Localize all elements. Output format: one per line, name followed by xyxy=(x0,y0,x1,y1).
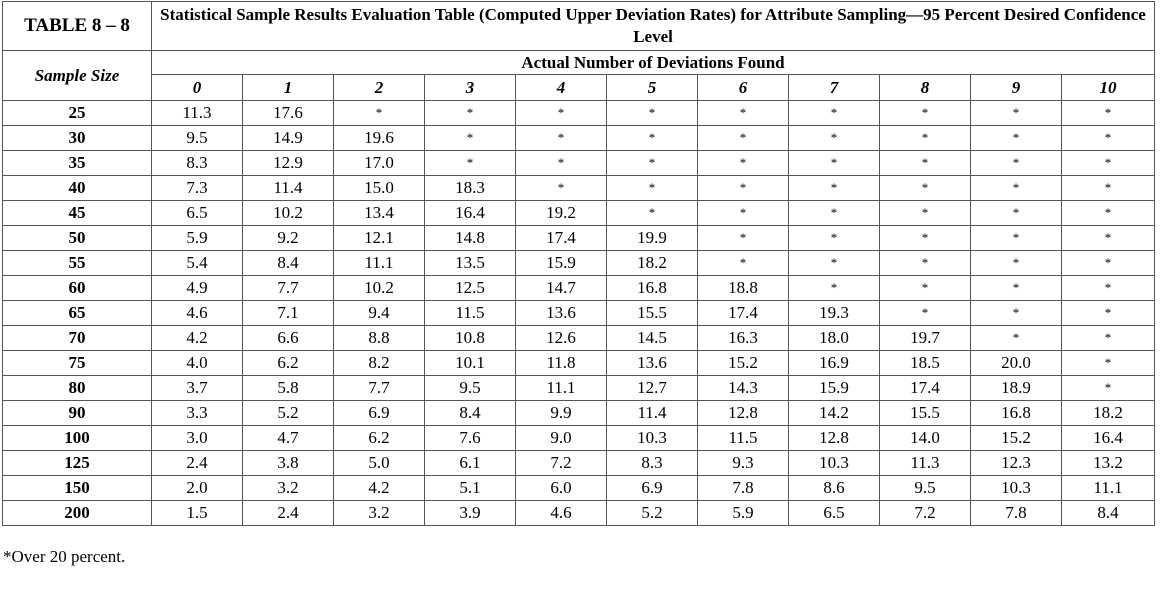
table-row xyxy=(3,176,1155,201)
table-title: Statistical Sample Results Evaluation Table (Computed Upper Deviation Rates) for Attribute Sampling—95 Percent Desired Confidence Level xyxy=(152,2,1155,51)
rate-cell: 16.3 xyxy=(698,326,789,351)
rate-cell: 16.8 xyxy=(607,276,698,301)
rate-cell: 2.4 xyxy=(152,451,243,476)
table-row xyxy=(3,476,1155,501)
rate-cell: 7.8 xyxy=(698,476,789,501)
rate-cell: 9.5 xyxy=(425,376,516,401)
rate-cell: 3.3 xyxy=(152,401,243,426)
sample-size-cell: 80 xyxy=(3,376,152,401)
table-body xyxy=(3,101,1155,526)
rate-cell: * xyxy=(516,126,607,151)
rate-cell: 5.2 xyxy=(607,501,698,526)
table-row xyxy=(3,401,1155,426)
rate-cell: 11.8 xyxy=(516,351,607,376)
rate-cell: 3.7 xyxy=(152,376,243,401)
rate-cell: 4.2 xyxy=(334,476,425,501)
table-row xyxy=(3,301,1155,326)
rate-cell: 7.8 xyxy=(971,501,1062,526)
rate-cell: * xyxy=(789,176,880,201)
sample-size-cell: 35 xyxy=(3,151,152,176)
rate-cell: * xyxy=(789,276,880,301)
rate-cell: * xyxy=(698,126,789,151)
rate-cell: 9.5 xyxy=(880,476,971,501)
rate-cell: 11.1 xyxy=(516,376,607,401)
rate-cell: 8.6 xyxy=(789,476,880,501)
sample-size-header: Sample Size xyxy=(3,51,152,101)
rate-cell: 8.8 xyxy=(334,326,425,351)
rate-cell: * xyxy=(607,101,698,126)
rate-cell: 12.9 xyxy=(243,151,334,176)
sample-size-cell: 75 xyxy=(3,351,152,376)
rate-cell: 9.3 xyxy=(698,451,789,476)
table-row xyxy=(3,126,1155,151)
column-header: 10 xyxy=(1062,75,1155,101)
column-header: 3 xyxy=(425,75,516,101)
rate-cell: 11.5 xyxy=(425,301,516,326)
rate-cell: 2.0 xyxy=(152,476,243,501)
sample-size-cell: 100 xyxy=(3,426,152,451)
rate-cell: * xyxy=(789,201,880,226)
sample-size-cell: 50 xyxy=(3,226,152,251)
rate-cell: * xyxy=(1062,251,1155,276)
sample-size-cell: 45 xyxy=(3,201,152,226)
sample-size-cell: 70 xyxy=(3,326,152,351)
table-row xyxy=(3,326,1155,351)
rate-cell: 5.9 xyxy=(698,501,789,526)
rate-cell: 14.9 xyxy=(243,126,334,151)
rate-cell: 10.3 xyxy=(971,476,1062,501)
rate-cell: 5.2 xyxy=(243,401,334,426)
rate-cell: * xyxy=(971,301,1062,326)
rate-cell: * xyxy=(971,126,1062,151)
rate-cell: 3.9 xyxy=(425,501,516,526)
column-header-row xyxy=(3,75,1155,101)
rate-cell: 7.2 xyxy=(516,451,607,476)
column-header: 4 xyxy=(516,75,607,101)
rate-cell: * xyxy=(880,176,971,201)
rate-cell: 8.4 xyxy=(1062,501,1155,526)
rate-cell: * xyxy=(698,201,789,226)
rate-cell: 3.2 xyxy=(334,501,425,526)
rate-cell: * xyxy=(1062,351,1155,376)
table-row xyxy=(3,501,1155,526)
rate-cell: 6.0 xyxy=(516,476,607,501)
rate-cell: 12.3 xyxy=(971,451,1062,476)
rate-cell: * xyxy=(1062,101,1155,126)
rate-cell: * xyxy=(880,126,971,151)
sample-size-cell: 25 xyxy=(3,101,152,126)
rate-cell: 19.6 xyxy=(334,126,425,151)
rate-cell: * xyxy=(607,201,698,226)
rate-cell: 18.8 xyxy=(698,276,789,301)
rate-cell: 13.5 xyxy=(425,251,516,276)
rate-cell: 8.2 xyxy=(334,351,425,376)
sample-size-cell: 60 xyxy=(3,276,152,301)
rate-cell: 5.1 xyxy=(425,476,516,501)
rate-cell: * xyxy=(607,126,698,151)
sample-size-cell: 125 xyxy=(3,451,152,476)
rate-cell: * xyxy=(698,176,789,201)
rate-cell: * xyxy=(1062,126,1155,151)
rate-cell: * xyxy=(971,176,1062,201)
column-header: 2 xyxy=(334,75,425,101)
table-row xyxy=(3,276,1155,301)
rate-cell: 7.6 xyxy=(425,426,516,451)
rate-cell: * xyxy=(334,101,425,126)
rate-cell: * xyxy=(1062,201,1155,226)
rate-cell: 10.1 xyxy=(425,351,516,376)
rate-cell: * xyxy=(1062,226,1155,251)
rate-cell: 7.1 xyxy=(243,301,334,326)
rate-cell: * xyxy=(1062,376,1155,401)
rate-cell: * xyxy=(698,101,789,126)
table-row xyxy=(3,251,1155,276)
rate-cell: 20.0 xyxy=(971,351,1062,376)
rate-cell: 6.2 xyxy=(243,351,334,376)
sample-size-cell: 40 xyxy=(3,176,152,201)
group-header-row xyxy=(3,51,1155,75)
rate-cell: 11.4 xyxy=(243,176,334,201)
rate-cell: 9.9 xyxy=(516,401,607,426)
rate-cell: 14.3 xyxy=(698,376,789,401)
rate-cell: * xyxy=(1062,326,1155,351)
table-row xyxy=(3,376,1155,401)
rate-cell: 12.1 xyxy=(334,226,425,251)
rate-cell: 14.7 xyxy=(516,276,607,301)
rate-cell: 18.5 xyxy=(880,351,971,376)
rate-cell: 5.4 xyxy=(152,251,243,276)
rate-cell: 6.2 xyxy=(334,426,425,451)
sample-size-cell: 30 xyxy=(3,126,152,151)
rate-cell: 13.6 xyxy=(607,351,698,376)
rate-cell: 12.5 xyxy=(425,276,516,301)
rate-cell: * xyxy=(971,251,1062,276)
rate-cell: 4.7 xyxy=(243,426,334,451)
rate-cell: 3.0 xyxy=(152,426,243,451)
rate-cell: 10.3 xyxy=(607,426,698,451)
rate-cell: * xyxy=(1062,151,1155,176)
sample-size-cell: 55 xyxy=(3,251,152,276)
rate-cell: 4.2 xyxy=(152,326,243,351)
sample-size-cell: 90 xyxy=(3,401,152,426)
rate-cell: 12.6 xyxy=(516,326,607,351)
rate-cell: 11.5 xyxy=(698,426,789,451)
rate-cell: 10.8 xyxy=(425,326,516,351)
sample-size-cell: 65 xyxy=(3,301,152,326)
rate-cell: 7.7 xyxy=(334,376,425,401)
rate-cell: 18.0 xyxy=(789,326,880,351)
rate-cell: 4.6 xyxy=(152,301,243,326)
rate-cell: 6.5 xyxy=(789,501,880,526)
column-header: 7 xyxy=(789,75,880,101)
rate-cell: 8.3 xyxy=(152,151,243,176)
rate-cell: * xyxy=(789,226,880,251)
rate-cell: * xyxy=(971,201,1062,226)
rate-cell: * xyxy=(880,226,971,251)
column-header: 8 xyxy=(880,75,971,101)
table-row xyxy=(3,226,1155,251)
rate-cell: 12.8 xyxy=(789,426,880,451)
rate-cell: 6.1 xyxy=(425,451,516,476)
rate-cell: * xyxy=(789,151,880,176)
rate-cell: 3.2 xyxy=(243,476,334,501)
rate-cell: * xyxy=(971,101,1062,126)
rate-cell: 15.9 xyxy=(789,376,880,401)
rate-cell: 6.9 xyxy=(607,476,698,501)
deviations-header: Actual Number of Deviations Found xyxy=(152,51,1155,75)
rate-cell: 17.0 xyxy=(334,151,425,176)
rate-cell: 18.3 xyxy=(425,176,516,201)
rate-cell: 15.2 xyxy=(698,351,789,376)
rate-cell: 12.8 xyxy=(698,401,789,426)
rate-cell: 19.9 xyxy=(607,226,698,251)
rate-cell: * xyxy=(698,251,789,276)
rate-cell: * xyxy=(880,251,971,276)
rate-cell: 17.4 xyxy=(516,226,607,251)
rate-cell: 9.0 xyxy=(516,426,607,451)
rate-cell: 11.1 xyxy=(1062,476,1155,501)
rate-cell: 8.3 xyxy=(607,451,698,476)
rate-cell: * xyxy=(516,101,607,126)
table-row xyxy=(3,101,1155,126)
rate-cell: 16.8 xyxy=(971,401,1062,426)
rate-cell: * xyxy=(971,151,1062,176)
rate-cell: * xyxy=(880,301,971,326)
rate-cell: 15.9 xyxy=(516,251,607,276)
rate-cell: * xyxy=(789,126,880,151)
column-header: 9 xyxy=(971,75,1062,101)
rate-cell: 10.2 xyxy=(334,276,425,301)
rate-cell: 9.2 xyxy=(243,226,334,251)
rate-cell: 8.4 xyxy=(243,251,334,276)
rate-cell: * xyxy=(880,101,971,126)
rate-cell: 18.2 xyxy=(1062,401,1155,426)
rate-cell: 17.4 xyxy=(880,376,971,401)
rate-cell: 4.6 xyxy=(516,501,607,526)
rate-cell: 9.5 xyxy=(152,126,243,151)
rate-cell: 15.5 xyxy=(607,301,698,326)
column-header: 6 xyxy=(698,75,789,101)
rate-cell: 13.4 xyxy=(334,201,425,226)
rate-cell: 6.9 xyxy=(334,401,425,426)
rate-cell: 17.4 xyxy=(698,301,789,326)
rate-cell: 16.4 xyxy=(425,201,516,226)
rate-cell: * xyxy=(698,151,789,176)
rate-cell: * xyxy=(425,101,516,126)
rate-cell: * xyxy=(971,276,1062,301)
table-label: TABLE 8 – 8 xyxy=(3,2,152,51)
rate-cell: 14.0 xyxy=(880,426,971,451)
rate-cell: 18.2 xyxy=(607,251,698,276)
rate-cell: 11.3 xyxy=(152,101,243,126)
rate-cell: * xyxy=(880,276,971,301)
rate-cell: * xyxy=(880,151,971,176)
rate-cell: 10.2 xyxy=(243,201,334,226)
rate-cell: 7.7 xyxy=(243,276,334,301)
table-row xyxy=(3,451,1155,476)
rate-cell: * xyxy=(789,101,880,126)
sample-size-cell: 200 xyxy=(3,501,152,526)
rate-cell: * xyxy=(1062,176,1155,201)
rate-cell: 3.8 xyxy=(243,451,334,476)
rate-cell: * xyxy=(607,151,698,176)
rate-cell: 1.5 xyxy=(152,501,243,526)
footnote: *Over 20 percent. xyxy=(3,547,126,566)
rate-cell: 6.5 xyxy=(152,201,243,226)
rate-cell: 15.5 xyxy=(880,401,971,426)
rate-cell: * xyxy=(516,176,607,201)
rate-cell: 2.4 xyxy=(243,501,334,526)
rate-cell: 18.9 xyxy=(971,376,1062,401)
rate-cell: 19.7 xyxy=(880,326,971,351)
column-header: 5 xyxy=(607,75,698,101)
table-row xyxy=(3,351,1155,376)
table-row xyxy=(3,426,1155,451)
table-row xyxy=(3,151,1155,176)
rate-cell: 14.2 xyxy=(789,401,880,426)
title-row xyxy=(3,2,1155,51)
rate-cell: * xyxy=(516,151,607,176)
rate-cell: 19.2 xyxy=(516,201,607,226)
rate-cell: 15.0 xyxy=(334,176,425,201)
rate-cell: 5.8 xyxy=(243,376,334,401)
sample-size-cell: 150 xyxy=(3,476,152,501)
evaluation-table xyxy=(2,1,1155,526)
rate-cell: 9.4 xyxy=(334,301,425,326)
rate-cell: 5.9 xyxy=(152,226,243,251)
rate-cell: 14.5 xyxy=(607,326,698,351)
rate-cell: 8.4 xyxy=(425,401,516,426)
rate-cell: * xyxy=(880,201,971,226)
rate-cell: 4.9 xyxy=(152,276,243,301)
rate-cell: * xyxy=(425,151,516,176)
rate-cell: 15.2 xyxy=(971,426,1062,451)
rate-cell: 5.0 xyxy=(334,451,425,476)
rate-cell: 7.2 xyxy=(880,501,971,526)
rate-cell: 6.6 xyxy=(243,326,334,351)
rate-cell: 10.3 xyxy=(789,451,880,476)
table-row xyxy=(3,201,1155,226)
rate-cell: * xyxy=(971,226,1062,251)
rate-cell: * xyxy=(698,226,789,251)
rate-cell: * xyxy=(1062,276,1155,301)
rate-cell: * xyxy=(425,126,516,151)
rate-cell: 7.3 xyxy=(152,176,243,201)
rate-cell: * xyxy=(971,326,1062,351)
column-header: 1 xyxy=(243,75,334,101)
rate-cell: 13.6 xyxy=(516,301,607,326)
rate-cell: 13.2 xyxy=(1062,451,1155,476)
rate-cell: * xyxy=(607,176,698,201)
rate-cell: 4.0 xyxy=(152,351,243,376)
rate-cell: 11.1 xyxy=(334,251,425,276)
rate-cell: 11.3 xyxy=(880,451,971,476)
rate-cell: 16.4 xyxy=(1062,426,1155,451)
rate-cell: 12.7 xyxy=(607,376,698,401)
rate-cell: 11.4 xyxy=(607,401,698,426)
rate-cell: 17.6 xyxy=(243,101,334,126)
rate-cell: 19.3 xyxy=(789,301,880,326)
rate-cell: 16.9 xyxy=(789,351,880,376)
column-header: 0 xyxy=(152,75,243,101)
rate-cell: * xyxy=(789,251,880,276)
rate-cell: * xyxy=(1062,301,1155,326)
rate-cell: 14.8 xyxy=(425,226,516,251)
